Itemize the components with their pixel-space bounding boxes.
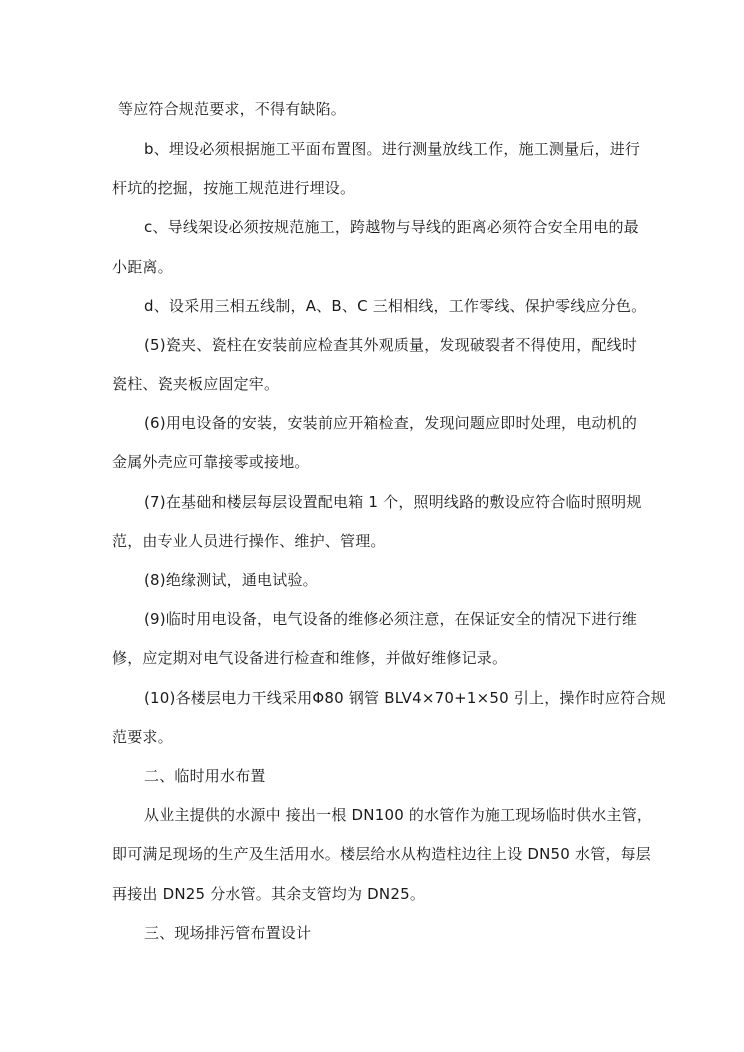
paragraph-line: 从业主提供的水源中 接出一根 DN100 的水管作为施工现场临时供水主管， [144, 806, 653, 824]
paragraph-line: d、设采用三相五线制，A、B、C 三相相线，工作零线、保护零线应分色。 [144, 297, 647, 315]
paragraph-line: 范，由专业人员进行操作、维护、管理。 [112, 532, 386, 550]
paragraph-line: 瓷柱、瓷夹板应固定牢。 [112, 375, 280, 393]
paragraph-line: 杆坑的挖掘，按施工规范进行埋设。 [112, 179, 356, 197]
paragraph-line: (5)瓷夹、瓷柱在安装前应检查其外观质量，发现破裂者不得使用，配线时 [144, 336, 638, 354]
paragraph-line: 等应符合规范要求，不得有缺陷。 [118, 100, 347, 118]
paragraph-line: 即可满足现场的生产及生活用水。楼层给水从构造柱边往上设 DN50 水管，每层 [112, 845, 651, 863]
paragraph-line: c、导线架设必须按规范施工，跨越物与导线的距离必须符合安全用电的最 [144, 218, 639, 236]
paragraph-line: (8)绝缘测试，通电试验。 [144, 571, 318, 589]
paragraph-line: (10)各楼层电力干线采用Φ80 钢管 BLV4×70+1×50 引上，操作时应符合规 [144, 689, 666, 707]
paragraph-line: 修，应定期对电气设备进行检查和维修，并做好维修记录。 [112, 649, 508, 667]
paragraph-line: 小距离。 [112, 258, 173, 276]
paragraph-line: (7)在基础和楼层每层设置配电箱 1 个，照明线路的敷设应符合临时照明规 [144, 493, 642, 511]
paragraph-line: (6)用电设备的安装，安装前应开箱检查，发现问题应即时处理，电动机的 [144, 414, 638, 432]
paragraph-line: 范要求。 [112, 728, 173, 746]
paragraph-line: 再接出 DN25 分水管。其余支管均为 DN25。 [112, 885, 426, 903]
paragraph-line: 金属外壳应可靠接零或接地。 [112, 453, 310, 471]
paragraph-line: (9)临时用电设备，电气设备的维修必须注意，在保证安全的情况下进行维 [144, 610, 638, 628]
section-heading: 二、临时用水布置 [144, 767, 266, 785]
section-heading: 三、现场排污管布置设计 [144, 924, 312, 942]
paragraph-line: b、埋设必须根据施工平面布置图。进行测量放线工作，施工测量后，进行 [144, 140, 641, 158]
